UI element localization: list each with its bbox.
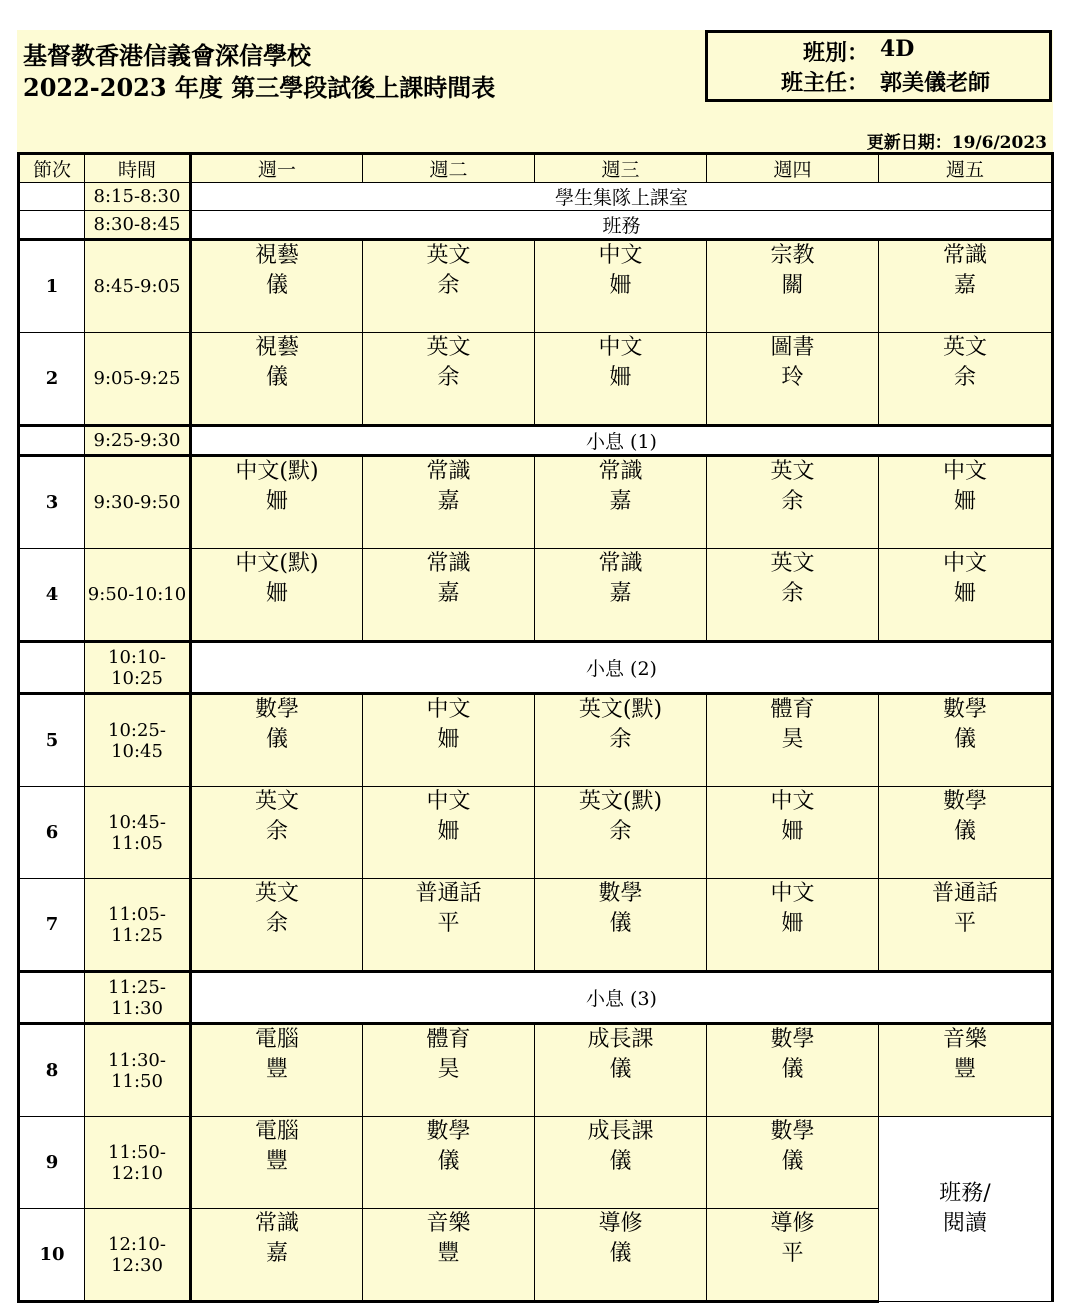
teacher-name: 姍 [781, 911, 804, 936]
class-affairs-row [19, 211, 1053, 240]
lesson-cell [535, 240, 707, 333]
lesson-cell [363, 694, 535, 787]
time-slot: 11:05-11:25 [85, 879, 191, 972]
subject-name: 導修 [770, 1211, 815, 1236]
subject-name: 成長課 [587, 1027, 654, 1052]
assembly-row [19, 183, 1053, 211]
day-header-fri: 週五 [879, 154, 1053, 183]
teacher-name: 儀 [609, 1057, 632, 1082]
subject-name: 英文 [770, 551, 815, 576]
teacher-name: 儀 [609, 1149, 632, 1174]
period-number: 9 [19, 1117, 85, 1209]
subject-name: 音樂 [426, 1211, 471, 1236]
lesson-cell [707, 549, 879, 642]
lesson-cell [191, 456, 363, 549]
teacher-name: 豐 [953, 1057, 976, 1082]
lesson-cell [363, 787, 535, 879]
teacher-name: 嘉 [265, 1241, 288, 1266]
time-slot: 8:30-8:45 [85, 211, 191, 240]
subject-name: 英文 [426, 243, 471, 268]
subject-name: 數學 [426, 1119, 471, 1144]
lesson-cell [879, 456, 1053, 549]
lesson-cell [363, 549, 535, 642]
teacher-name: 余 [781, 489, 804, 514]
lesson-cell [535, 333, 707, 426]
teacher-name: 姍 [437, 819, 460, 844]
lesson-cell [707, 333, 879, 426]
lesson-cell [707, 1209, 879, 1302]
teacher-name: 儀 [609, 911, 632, 936]
lesson-cell [879, 787, 1053, 879]
teacher-name: 平 [781, 1241, 804, 1266]
period-number: 3 [19, 456, 85, 549]
lesson-cell [535, 456, 707, 549]
subject-name: 成長課 [587, 1119, 654, 1144]
teacher-name: 玲 [781, 365, 804, 390]
break-row [19, 972, 1053, 1024]
subject-name: 中文 [770, 789, 815, 814]
subject-name: 中文 [426, 789, 471, 814]
class-label: 班別： [802, 40, 869, 66]
lesson-cell [363, 1024, 535, 1117]
teacher-name: 嘉 [609, 581, 632, 606]
lesson-cell [191, 1117, 363, 1209]
subject-name: 常識 [426, 459, 471, 484]
subject-name: 英文 [942, 335, 987, 360]
teacher-name: 儀 [781, 1057, 804, 1082]
day-header-tue: 週二 [363, 154, 535, 183]
time-slot: 9:30-9:50 [85, 456, 191, 549]
lesson-cell [879, 1024, 1053, 1117]
update-date: 更新日期：19/6/2023 [866, 133, 1047, 153]
period-number-empty [19, 642, 85, 694]
subject-name: 普通話 [931, 881, 998, 906]
lesson-cell [535, 1024, 707, 1117]
day-header-wed: 週三 [535, 154, 707, 183]
subject-name: 電腦 [254, 1027, 299, 1052]
period-number-empty [19, 426, 85, 456]
time-slot: 11:25-11:30 [85, 972, 191, 1024]
teacher-name: 余 [437, 365, 460, 390]
time-slot: 10:25-10:45 [85, 694, 191, 787]
teacher-label: 班主任： [780, 70, 869, 96]
teacher-name: 豐 [265, 1149, 288, 1174]
subject-name: 常識 [426, 551, 471, 576]
lesson-cell [535, 787, 707, 879]
teacher-name: 余 [609, 819, 632, 844]
lesson-cell [191, 333, 363, 426]
teacher-name: 嘉 [437, 489, 460, 514]
teacher-name: 嘉 [437, 581, 460, 606]
lesson-cell [707, 787, 879, 879]
period-row [19, 1024, 1053, 1117]
teacher-name: 昊 [781, 727, 804, 752]
timetable [17, 152, 1054, 1303]
subject-name: 普通話 [415, 881, 482, 906]
teacher-name: 姍 [437, 727, 460, 752]
lesson-cell [363, 456, 535, 549]
teacher-name: 姍 [265, 581, 288, 606]
span-activity: 小息 (1) [191, 426, 1053, 456]
subject-name: 中文 [942, 551, 987, 576]
subject-name: 中文 [770, 881, 815, 906]
teacher-name: 儀 [265, 727, 288, 752]
subject-name: 數學 [254, 697, 299, 722]
subject-name: 中文(默) [235, 459, 319, 484]
time-slot: 9:25-9:30 [85, 426, 191, 456]
timetable-header [17, 30, 1053, 152]
time-slot: 8:15-8:30 [85, 183, 191, 211]
lesson-cell [363, 1117, 535, 1209]
period-number: 8 [19, 1024, 85, 1117]
lesson-cell [707, 1024, 879, 1117]
friday-merged-cell [879, 1117, 1053, 1302]
teacher-name: 儀 [953, 819, 976, 844]
lesson-cell [191, 549, 363, 642]
teacher-name: 豐 [265, 1057, 288, 1082]
time-slot: 10:10-10:25 [85, 642, 191, 694]
teacher-name: 嘉 [609, 489, 632, 514]
teacher-name: 姍 [609, 273, 632, 298]
period-row [19, 694, 1053, 787]
subject-name: 視藝 [254, 335, 299, 360]
day-header-thu: 週四 [707, 154, 879, 183]
lesson-cell [191, 694, 363, 787]
merged-line-1: 班務/ [939, 1181, 991, 1206]
teacher-name: 姍 [265, 489, 288, 514]
teacher-name: 余 [953, 365, 976, 390]
time-slot: 11:30-11:50 [85, 1024, 191, 1117]
lesson-cell [535, 1209, 707, 1302]
subject-name: 英文(默) [578, 789, 663, 814]
class-info-box [705, 30, 1052, 102]
period-number: 10 [19, 1209, 85, 1302]
teacher-value: 郭美儀老師 [880, 70, 991, 96]
time-header: 時間 [85, 154, 191, 183]
teacher-name: 姍 [609, 365, 632, 390]
school-name: 基督教香港信義會深信學校 [23, 41, 311, 70]
lesson-cell [363, 879, 535, 972]
teacher-name: 余 [609, 727, 632, 752]
teacher-name: 姍 [781, 819, 804, 844]
lesson-cell [707, 694, 879, 787]
lesson-cell [535, 694, 707, 787]
subject-name: 英文 [770, 459, 815, 484]
span-activity: 小息 (3) [191, 972, 1053, 1024]
lesson-cell [191, 879, 363, 972]
time-slot: 12:10-12:30 [85, 1209, 191, 1302]
period-number-empty [19, 972, 85, 1024]
teacher-name: 余 [265, 819, 288, 844]
period-number: 5 [19, 694, 85, 787]
period-number: 7 [19, 879, 85, 972]
time-slot: 10:45-11:05 [85, 787, 191, 879]
subject-name: 中文(默) [235, 551, 319, 576]
teacher-name: 儀 [609, 1241, 632, 1266]
teacher-name: 平 [437, 911, 460, 936]
subject-name: 中文 [942, 459, 987, 484]
subject-name: 中文 [426, 697, 471, 722]
subject-name: 常識 [254, 1211, 299, 1236]
teacher-name: 關 [781, 273, 804, 298]
subject-name: 英文(默) [578, 697, 663, 722]
subject-name: 導修 [598, 1211, 643, 1236]
period-row [19, 549, 1053, 642]
subject-name: 常識 [942, 243, 987, 268]
subject-name: 數學 [942, 697, 987, 722]
teacher-name: 儀 [265, 365, 288, 390]
subject-name: 數學 [598, 881, 643, 906]
period-number: 1 [19, 240, 85, 333]
subject-name: 數學 [770, 1119, 815, 1144]
time-slot: 9:05-9:25 [85, 333, 191, 426]
period-row [19, 333, 1053, 426]
subject-name: 宗教 [770, 243, 815, 268]
period-row [19, 240, 1053, 333]
period-row [19, 787, 1053, 879]
time-slot: 8:45-9:05 [85, 240, 191, 333]
lesson-cell [879, 879, 1053, 972]
subject-name: 電腦 [254, 1119, 299, 1144]
time-slot: 11:50-12:10 [85, 1117, 191, 1209]
teacher-name: 儀 [437, 1149, 460, 1174]
teacher-name: 儀 [953, 727, 976, 752]
lesson-cell [191, 240, 363, 333]
subject-name: 圖書 [770, 335, 815, 360]
teacher-name: 余 [437, 273, 460, 298]
subject-name: 英文 [426, 335, 471, 360]
lesson-cell [707, 1117, 879, 1209]
teacher-name: 豐 [437, 1241, 460, 1266]
subject-name: 體育 [770, 697, 815, 722]
lesson-cell [707, 879, 879, 972]
teacher-name: 平 [953, 911, 976, 936]
period-number: 6 [19, 787, 85, 879]
teacher-name: 嘉 [953, 273, 976, 298]
subject-name: 音樂 [942, 1027, 987, 1052]
header-row [19, 154, 1053, 183]
subject-name: 數學 [942, 789, 987, 814]
subject-name: 視藝 [254, 243, 299, 268]
lesson-cell [707, 240, 879, 333]
lesson-cell [879, 333, 1053, 426]
class-value: 4D [880, 36, 915, 62]
lesson-cell [363, 1209, 535, 1302]
subject-name: 英文 [254, 881, 299, 906]
teacher-name: 余 [781, 581, 804, 606]
period-row [19, 1117, 1053, 1209]
period-number-empty [19, 211, 85, 240]
subject-name: 常識 [598, 551, 643, 576]
span-activity: 小息 (2) [191, 642, 1053, 694]
teacher-name: 余 [265, 911, 288, 936]
subject-name: 常識 [598, 459, 643, 484]
period-row [19, 879, 1053, 972]
period-header: 節次 [19, 154, 85, 183]
span-activity: 學生集隊上課室 [191, 183, 1053, 211]
day-header-mon: 週一 [191, 154, 363, 183]
lesson-cell [535, 879, 707, 972]
subject-name: 數學 [770, 1027, 815, 1052]
teacher-name: 姍 [953, 581, 976, 606]
teacher-name: 姍 [953, 489, 976, 514]
teacher-name: 昊 [437, 1057, 460, 1082]
time-slot: 9:50-10:10 [85, 549, 191, 642]
lesson-cell [363, 333, 535, 426]
lesson-cell [191, 787, 363, 879]
break-row [19, 642, 1053, 694]
period-number: 2 [19, 333, 85, 426]
teacher-name: 儀 [265, 273, 288, 298]
lesson-cell [363, 240, 535, 333]
lesson-cell [879, 240, 1053, 333]
period-number: 4 [19, 549, 85, 642]
subject-name: 英文 [254, 789, 299, 814]
lesson-cell [879, 694, 1053, 787]
break-row [19, 426, 1053, 456]
span-activity: 班務 [191, 211, 1053, 240]
teacher-name: 儀 [781, 1149, 804, 1174]
lesson-cell [535, 549, 707, 642]
merged-line-2: 閱讀 [942, 1211, 987, 1236]
period-number-empty [19, 183, 85, 211]
lesson-cell [707, 456, 879, 549]
lesson-cell [535, 1117, 707, 1209]
subject-name: 體育 [426, 1027, 471, 1052]
lesson-cell [879, 549, 1053, 642]
lesson-cell [191, 1024, 363, 1117]
period-row [19, 456, 1053, 549]
timetable-title: 2022-2023 年度 第三學段試後上課時間表 [23, 73, 496, 102]
subject-name: 中文 [598, 243, 643, 268]
lesson-cell [191, 1209, 363, 1302]
subject-name: 中文 [598, 335, 643, 360]
